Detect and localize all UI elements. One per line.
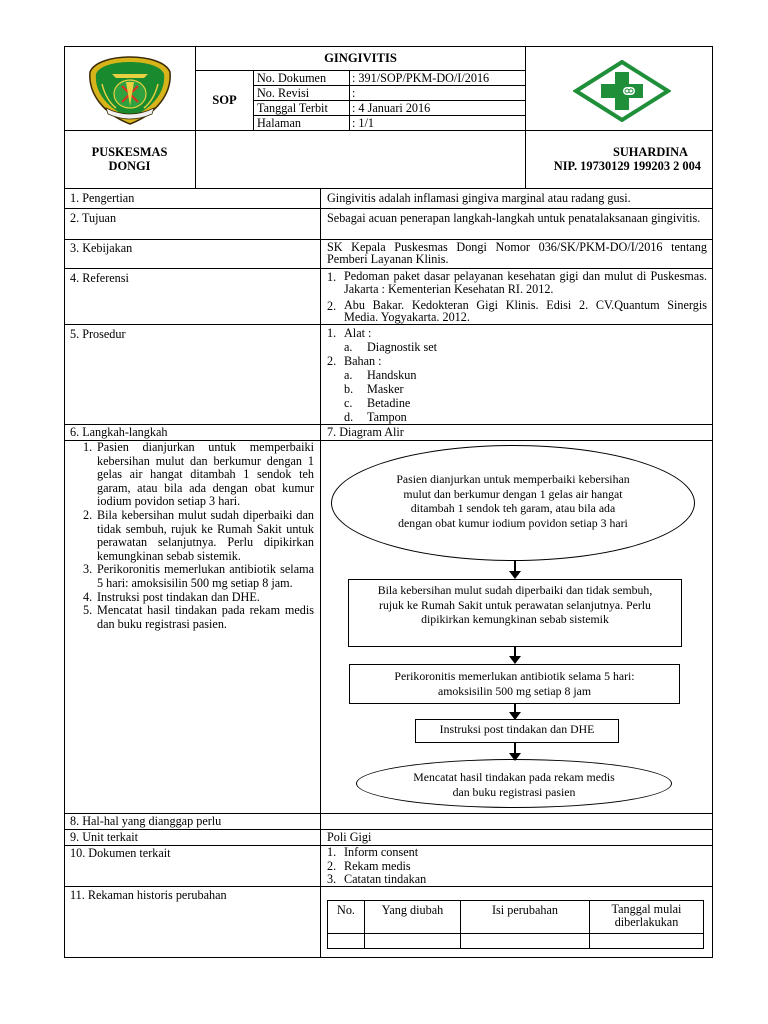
bahan-label: Bahan : (344, 354, 382, 368)
bahan-item: Handskun (367, 368, 417, 382)
label-unit: 9. Unit terkait (70, 830, 139, 844)
meta-value-tanggal: : 4 Januari 2016 (352, 101, 431, 115)
text-tujuan: Sebagai acuan penerapan langkah-langkah untuk penatalaksanaan gingivitis. (327, 211, 701, 225)
meta-value-halaman: : 1/1 (352, 116, 375, 130)
regional-emblem-icon (86, 54, 174, 126)
document-title: GINGIVITIS (324, 51, 397, 65)
label-dokumen: 10. Dokumen terkait (70, 846, 171, 860)
list-item: 5. Mencatat hasil tindakan pada rekam medis dan buku registrasi pasien. (83, 603, 314, 631)
flow-step-4-text: Instruksi post tindakan dan DHE (439, 722, 595, 736)
alat-item: Diagnostik set (367, 340, 438, 354)
puskesmas-logo-icon (573, 60, 671, 122)
meta-label-dokumen: No. Dokumen (257, 71, 327, 85)
meta-value-revisi: : (352, 86, 356, 100)
bahan-item: Masker (367, 382, 404, 396)
flow-step-2-text: Bila kebersihan mulut sudah diperbaiki dan tidak sembuh, rujuk ke Rumah Sakit untuk perawatan selanjutnya. Perlu dipikirkan kemungkinan sebab sistemik (377, 583, 653, 626)
column-header: Yang diubah (365, 901, 461, 934)
sop-label: SOP (212, 93, 237, 107)
label-rekaman: 11. Rekaman historis perubahan (70, 888, 227, 902)
column-header: Isi perubahan (461, 901, 590, 934)
label-diagram: 7. Diagram Alir (327, 425, 404, 439)
list-langkah (83, 441, 314, 631)
org-name-line2: DONGI (108, 159, 151, 173)
flow-step-3-text: Perikoronitis memerlukan antibiotik selama 5 hari: amoksisilin 500 mg setiap 8 jam (394, 669, 635, 698)
alat-label: Alat : (344, 326, 372, 340)
label-referensi: 4. Referensi (70, 271, 129, 285)
list-item: 3. Perikoronitis memerlukan antibiotik selama 5 hari: amoksisilin 500 mg setiap 8 jam. (83, 562, 314, 590)
list-item: 1. Pasien dianjurkan untuk memperbaiki kebersihan mulut dan berkumur dengan 1 gelas air hangat ditambah 1 sendok teh garam, atau bila ada dengan obat kumur iodium povidon setiap 3 hari. (83, 440, 314, 509)
prosedur-content: 1. Alat : a. Diagnostik set 2. Bahan : a. Handskun b. Masker c. Betadine d. Tampon (327, 326, 438, 424)
text-pengertian: Gingivitis adalah inflamasi gingiva marginal atau radang gusi. (327, 191, 631, 205)
change-history-table (327, 900, 704, 949)
arrow-down-icon (509, 571, 521, 579)
signer-nip: NIP. 19730129 199203 2 004 (553, 159, 701, 173)
label-tujuan: 2. Tujuan (70, 211, 117, 225)
meta-label-halaman: Halaman (257, 116, 301, 130)
list-item: 2. Abu Bakar. Kedokteran Gigi Klinis. Edisi 2. CV.Quantum Sinergis Media. Yogyakarta. 2012. (327, 297, 707, 325)
list-item: 2. Rekam medis (327, 858, 411, 873)
bahan-item: Tampon (367, 410, 407, 424)
list-item: 1. Pedoman paket dasar pelayanan kesehatan gigi dan mulut di Puskesmas. Jakarta : Kementerian Kesehatan RI. 2012. (327, 269, 707, 296)
bahan-item: Betadine (367, 396, 411, 410)
list-dokumen (327, 846, 426, 887)
label-hal-hal: 8. Hal-hal yang dianggap perlu (70, 814, 222, 828)
meta-value-dokumen: : 391/SOP/PKM-DO/I/2016 (352, 71, 490, 85)
label-kebijakan: 3. Kebijakan (70, 241, 133, 255)
flow-step-1-text: Pasien dianjurkan untuk memperbaiki kebersihan mulut dan berkumur dengan 1 gelas air hangat ditambah 1 sendok teh garam, atau bila ada dengan obat kumur iodium povidon setiap 3 hari (396, 472, 630, 530)
list-item: 3. Catatan tindakan (327, 872, 427, 886)
label-prosedur: 5. Prosedur (70, 327, 126, 341)
list-referensi (327, 270, 707, 324)
list-item: 4. Instruksi post tindakan dan DHE. (83, 589, 260, 604)
column-header: No. (328, 901, 365, 934)
list-item: 2. Bila kebersihan mulut sudah diperbaiki dan tidak sembuh, rujuk ke Rumah Sakit untuk perawatan selanjutnya. Perlu dipikirkan kemungkinan sebab sistemik. (83, 507, 314, 563)
label-langkah: 6. Langkah-langkah (70, 425, 168, 439)
column-header: Tanggal mulai diberlakukan (590, 901, 704, 934)
meta-label-revisi: No. Revisi (257, 86, 310, 100)
org-name-line1: PUSKESMAS (91, 145, 168, 159)
arrow-down-icon (509, 656, 521, 664)
list-item: 1. Inform consent (327, 845, 419, 859)
meta-label-tanggal: Tanggal Terbit (257, 101, 328, 115)
text-unit: Poli Gigi (327, 830, 372, 844)
signer-name: SUHARDINA (612, 145, 688, 159)
table-row (328, 934, 704, 949)
text-kebijakan: SK Kepala Puskesmas Dongi Nomor 036/SK/PKM-DO/I/2016 tentang Pemberi Layanan Klinis. (327, 240, 707, 267)
label-pengertian: 1. Pengertian (70, 191, 135, 205)
flow-step-5-text: Mencatat hasil tindakan pada rekam medis dan buku registrasi pasien (413, 770, 615, 799)
